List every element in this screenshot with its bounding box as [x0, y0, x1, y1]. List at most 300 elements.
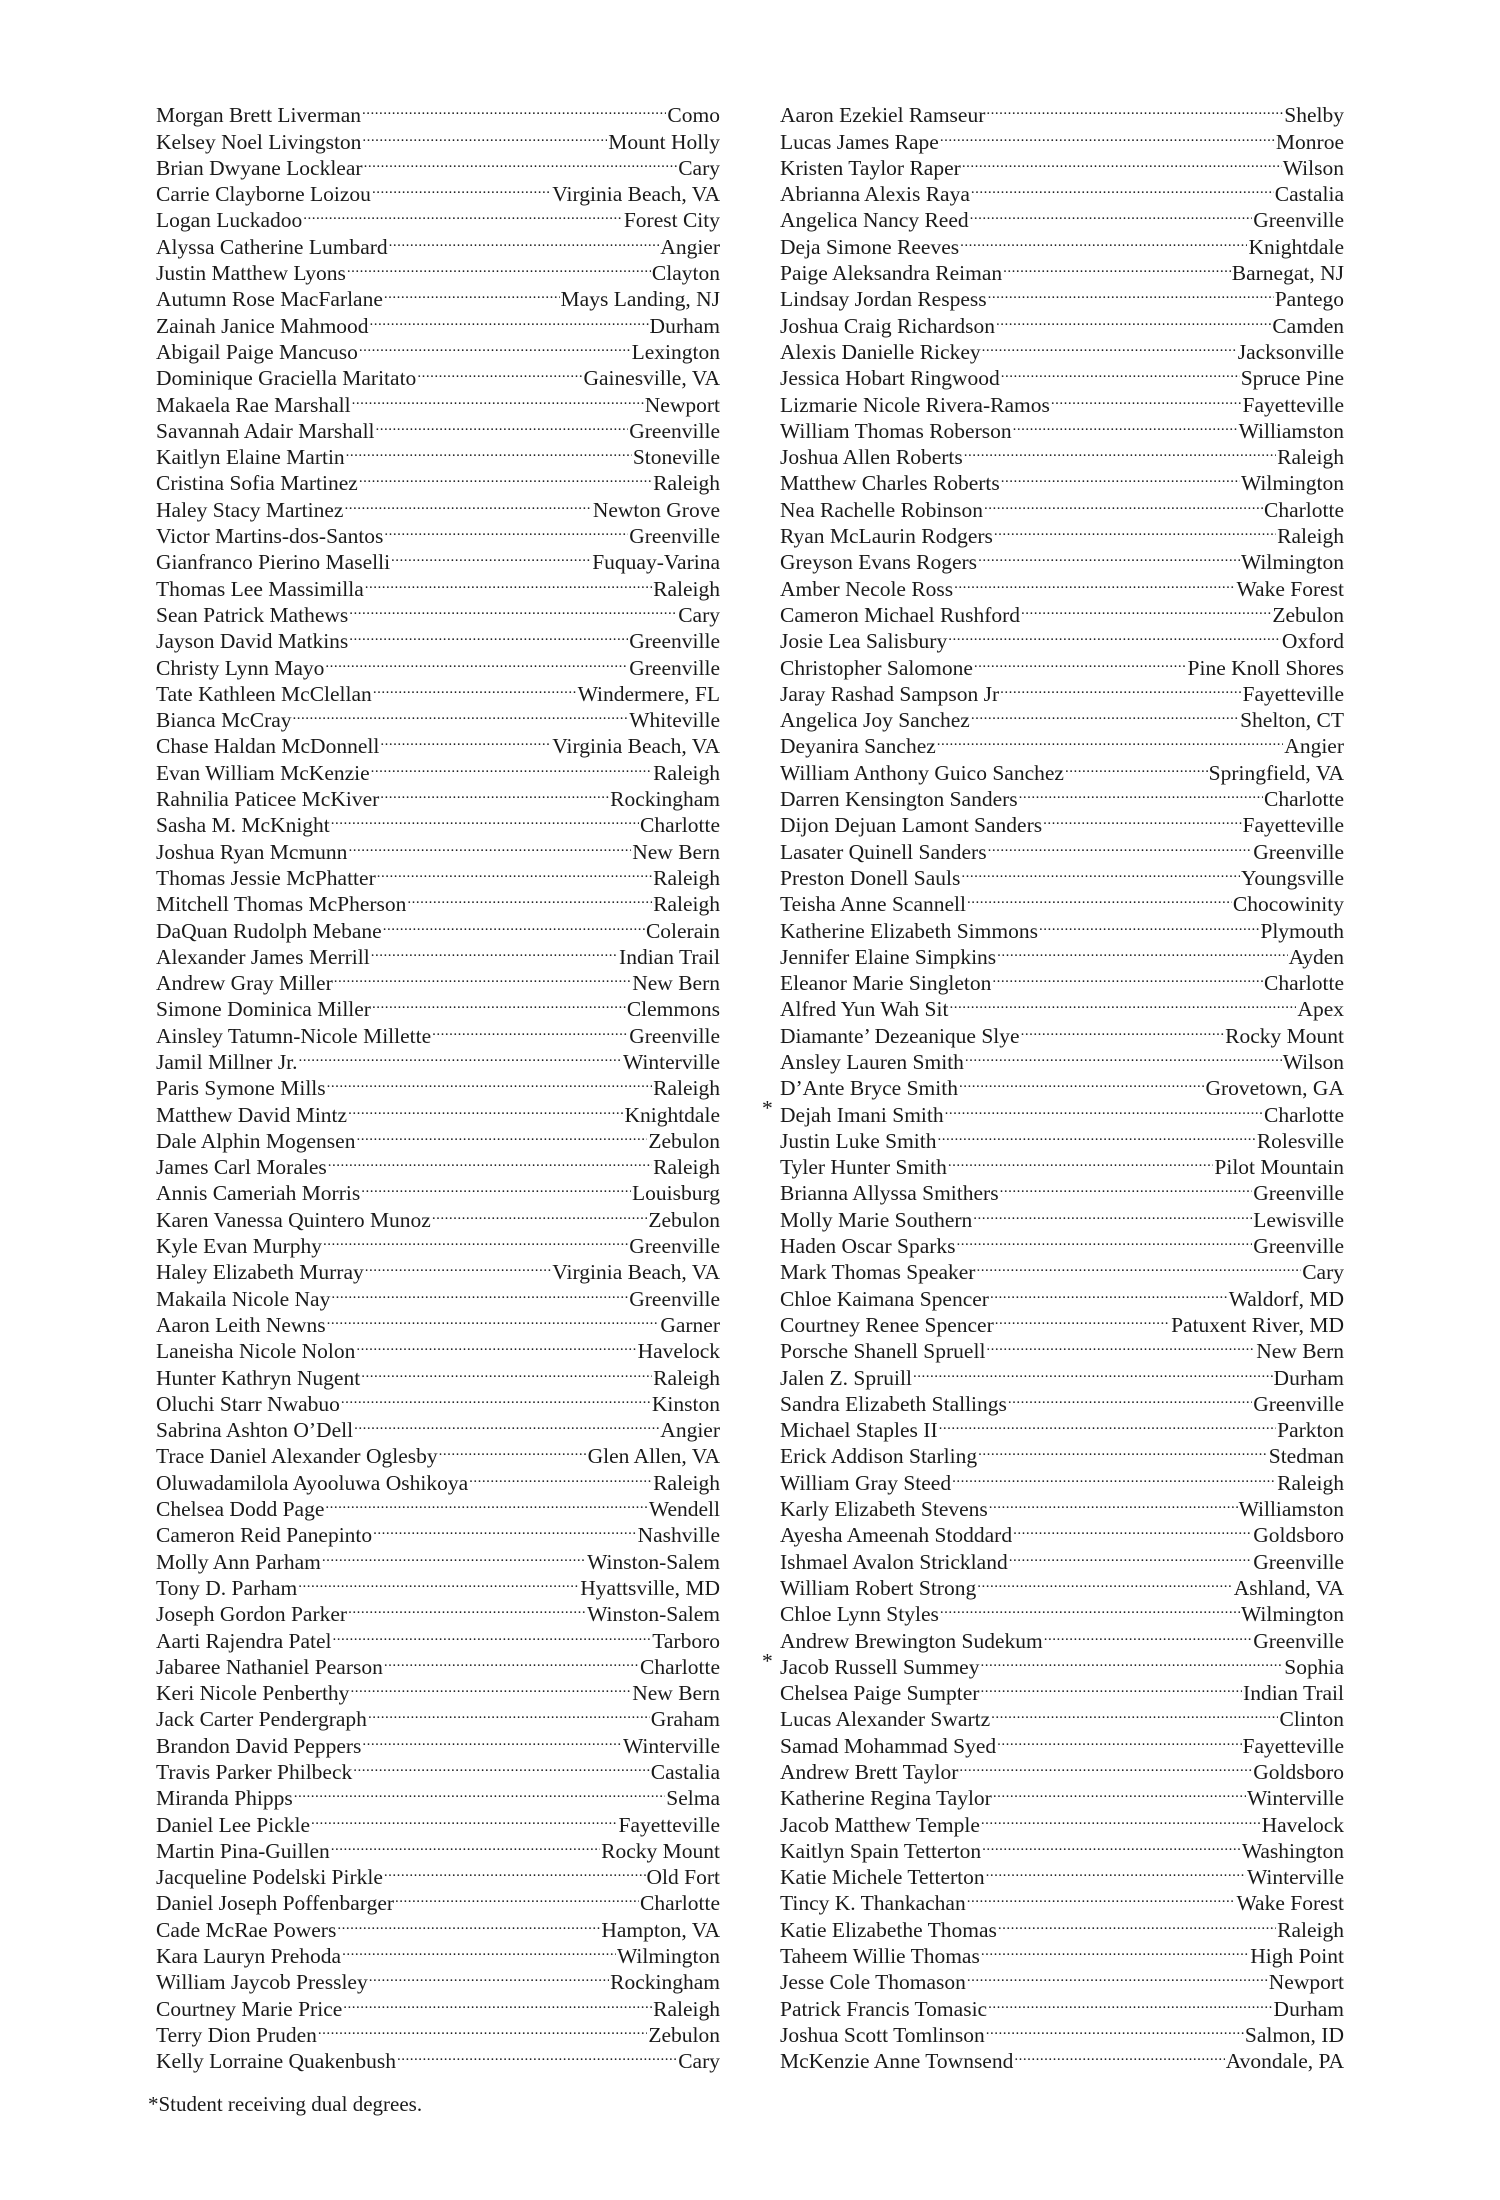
- graduate-name: Deja Simone Reeves: [780, 234, 960, 259]
- dot-leader: [384, 1858, 646, 1884]
- hometown: Gainesville, VA: [583, 366, 720, 391]
- dot-leader: [994, 517, 1276, 543]
- graduate-entry: [780, 938, 1344, 969]
- hometown: Clemmons: [626, 997, 720, 1022]
- hometown: Havelock: [1261, 1812, 1344, 1837]
- hometown: Greenville: [1253, 208, 1344, 233]
- dot-leader: [327, 1069, 652, 1095]
- graduate-entry: [780, 306, 1344, 338]
- graduate-entry: [780, 1332, 1344, 1364]
- dual-degree-marker: *: [762, 1648, 773, 1673]
- graduate-name: Paris Symone Mills: [156, 1076, 326, 1101]
- dot-leader: [949, 990, 1296, 1016]
- hometown: Raleigh: [653, 471, 720, 496]
- dot-leader: [349, 622, 628, 648]
- hometown: Winterville: [1246, 1865, 1344, 1890]
- dot-leader: [959, 1753, 1252, 1779]
- dot-leader: [347, 254, 651, 280]
- hometown: Greenville: [629, 1023, 720, 1048]
- graduate-entry: [156, 464, 720, 496]
- hometown: Greenville: [1253, 1181, 1344, 1206]
- dot-leader: [967, 885, 1232, 911]
- graduate-entry: [780, 675, 1344, 706]
- graduate-name: Cristina Sofia Martinez: [156, 471, 358, 496]
- graduate-name: Kelsey Noel Livingston: [156, 129, 362, 154]
- graduate-name: Jack Carter Pendergraph: [156, 1707, 367, 1732]
- graduate-entry: [156, 1122, 720, 1153]
- graduate-name: Katherine Elizabeth Simmons: [780, 918, 1038, 943]
- graduate-name: Justin Matthew Lyons: [156, 261, 346, 286]
- hometown: Raleigh: [653, 1076, 720, 1101]
- dot-leader: [988, 832, 1253, 858]
- graduate-name: Kyle Evan Murphy: [156, 1234, 322, 1259]
- graduate-name: Josie Lea Salisbury: [780, 629, 948, 654]
- graduate-entry: [780, 96, 1344, 128]
- dot-leader: [384, 1648, 639, 1674]
- graduate-name: Tate Kathleen McClellan: [156, 681, 372, 706]
- graduate-entry: [156, 1963, 720, 1995]
- graduate-name: Hunter Kathryn Nugent: [156, 1365, 361, 1390]
- graduate-name: Oluwadamilola Ayooluwa Oshikoya: [156, 1470, 469, 1495]
- hometown: Forest City: [623, 208, 720, 233]
- graduate-entry: [156, 1858, 720, 1890]
- graduate-entry: [156, 1884, 720, 1916]
- dot-leader: [325, 648, 628, 674]
- hometown: Salmon, ID: [1244, 2022, 1344, 2047]
- hometown: Virginia Beach, VA: [552, 1260, 720, 1285]
- hometown: Newport: [1268, 1970, 1344, 1995]
- graduate-entry: [780, 780, 1344, 812]
- graduate-name: Brandon David Peppers: [156, 1733, 362, 1758]
- dot-leader: [376, 412, 629, 438]
- graduate-entry: [156, 517, 720, 549]
- dot-leader: [1013, 1516, 1252, 1542]
- graduate-entry: [156, 1490, 720, 1522]
- dot-leader: [986, 1858, 1246, 1884]
- hometown: Wake Forest: [1236, 576, 1344, 601]
- graduate-entry: [156, 359, 720, 391]
- hometown: Zebulon: [648, 1128, 720, 1153]
- dot-leader: [1039, 911, 1259, 937]
- graduate-name: Jesse Cole Thomason: [780, 1970, 966, 1995]
- graduate-entry: [156, 1332, 720, 1364]
- graduate-entry: [780, 1700, 1344, 1732]
- graduate-entry: [780, 1043, 1344, 1074]
- hometown: Whiteville: [629, 708, 720, 733]
- dot-leader: [988, 280, 1274, 306]
- graduate-entry: [156, 1937, 720, 1969]
- dot-leader: [369, 1963, 609, 1989]
- graduate-name: Kelly Lorraine Quakenbush: [156, 2049, 397, 2074]
- graduate-name: Christopher Salomone: [780, 655, 973, 680]
- graduate-entry: [780, 648, 1344, 680]
- graduate-name: Lizmarie Nicole Rivera-Ramos: [780, 392, 1050, 417]
- hometown: Hampton, VA: [601, 1917, 720, 1942]
- graduate-entry: [780, 859, 1344, 890]
- graduate-name: Trace Daniel Alexander Oglesby: [156, 1444, 438, 1469]
- dot-leader: [397, 2042, 677, 2068]
- graduate-entry: [762, 1648, 1344, 1679]
- dot-leader: [328, 1148, 652, 1174]
- dot-leader: [945, 1095, 1263, 1121]
- dot-leader: [988, 1989, 1272, 2015]
- graduate-name: Andrew Brett Taylor: [780, 1760, 959, 1784]
- graduate-name: Jamil Millner Jr.: [156, 1049, 298, 1074]
- dot-leader: [377, 859, 652, 885]
- graduate-name: Kaitlyn Spain Tetterton: [780, 1838, 982, 1863]
- graduate-entry: [156, 1910, 720, 1942]
- hometown: Apex: [1297, 997, 1344, 1022]
- hometown: Fayetteville: [618, 1812, 720, 1837]
- graduate-name: Courtney Marie Price: [156, 1996, 343, 2021]
- graduate-name: Laneisha Nicole Nolon: [156, 1339, 356, 1364]
- hometown: Havelock: [637, 1339, 720, 1364]
- graduate-name: William Anthony Guico Sanchez: [780, 760, 1064, 785]
- graduate-name: William Jaycob Pressley: [156, 1970, 368, 1995]
- graduate-entry: [156, 1516, 720, 1548]
- dot-leader: [964, 438, 1276, 464]
- graduate-name: Courtney Renee Spencer: [780, 1312, 994, 1337]
- hometown: Kinston: [651, 1391, 720, 1416]
- dot-leader: [1065, 753, 1208, 779]
- graduate-entry: [780, 1385, 1344, 1416]
- graduate-name: Ainsley Tatumn-Nicole Millette: [156, 1023, 432, 1048]
- hometown: Glen Allen, VA: [587, 1444, 720, 1469]
- hometown: Raleigh: [653, 1365, 720, 1390]
- hometown: Knightdale: [624, 1102, 720, 1127]
- graduate-entry: [156, 149, 720, 180]
- graduate-entry: [156, 596, 720, 627]
- hometown: Zebulon: [648, 2022, 720, 2047]
- graduate-name: Mitchell Thomas McPherson: [156, 892, 407, 917]
- graduate-entry: [780, 1595, 1344, 1627]
- hometown: Oxford: [1281, 629, 1344, 654]
- dot-leader: [407, 885, 652, 911]
- graduate-name: Matthew David Mintz: [156, 1102, 348, 1127]
- graduate-name: Deyanira Sanchez: [780, 734, 936, 759]
- graduate-name: Joshua Craig Richardson: [780, 313, 995, 338]
- dot-leader: [368, 1700, 650, 1726]
- hometown: Wilmington: [1240, 471, 1344, 496]
- graduate-name: Ansley Lauren Smith: [780, 1049, 964, 1074]
- graduate-name: Darren Kensington Sanders: [780, 787, 1018, 812]
- hometown: Raleigh: [653, 760, 720, 785]
- dot-leader: [348, 832, 631, 858]
- graduate-entry: [780, 701, 1344, 733]
- graduate-entry: [780, 543, 1344, 575]
- hometown: Charlotte: [1263, 1102, 1344, 1127]
- graduate-name: Mark Thomas Speaker: [780, 1260, 976, 1285]
- graduate-entry: [156, 385, 720, 417]
- graduate-name: Kara Lauryn Prehoda: [156, 1944, 342, 1969]
- graduate-entry: [780, 1200, 1344, 1232]
- graduate-name: Haden Oscar Sparks: [780, 1234, 956, 1259]
- graduate-name: Logan Luckadoo: [156, 208, 303, 233]
- dot-leader: [323, 1227, 628, 1253]
- graduate-entry: [156, 201, 720, 233]
- hometown: Cary: [678, 155, 720, 180]
- graduate-name: Jayson David Matkins: [156, 629, 349, 654]
- graduate-name: Lindsay Jordan Respess: [780, 287, 987, 312]
- graduate-name: Paige Aleksandra Reiman: [780, 261, 1003, 286]
- dot-leader: [311, 1805, 617, 1831]
- graduate-name: Makaela Rae Marshall: [156, 392, 351, 417]
- graduate-entry: [156, 990, 720, 1022]
- graduate-name: Preston Donell Sauls: [780, 865, 961, 890]
- dot-leader: [1021, 1016, 1225, 1042]
- graduate-name: Alyssa Catherine Lumbard: [156, 234, 388, 259]
- dot-leader: [342, 1937, 616, 1963]
- dot-leader: [344, 490, 591, 516]
- hometown: Rockingham: [610, 787, 720, 812]
- graduate-name: Jabaree Nathaniel Pearson: [156, 1654, 383, 1679]
- dot-leader: [970, 201, 1253, 227]
- hometown: Fayetteville: [1242, 392, 1344, 417]
- dot-leader: [365, 569, 652, 595]
- graduate-entry: [780, 885, 1344, 917]
- graduate-entry: [780, 1227, 1344, 1259]
- dot-leader: [976, 1253, 1301, 1279]
- dot-leader: [959, 1069, 1205, 1095]
- graduate-name: Andrew Gray Miller: [156, 971, 333, 996]
- dot-leader: [350, 1674, 631, 1700]
- graduate-name: Bianca McCray: [156, 708, 292, 733]
- dot-leader: [380, 780, 609, 806]
- graduate-name: Diamante’ Dezeanique Slye: [780, 1023, 1020, 1048]
- graduate-name: William Gray Steed: [780, 1470, 952, 1495]
- graduate-list-right-column: [762, 96, 1344, 2074]
- graduate-entry: [156, 1463, 720, 1495]
- dot-leader: [1051, 385, 1242, 411]
- dot-leader: [982, 1832, 1241, 1858]
- hometown: Goldsboro: [1253, 1523, 1344, 1548]
- dot-leader: [362, 1726, 622, 1752]
- graduate-name: Ayesha Ameenah Stoddard: [780, 1523, 1013, 1548]
- graduate-name: Morgan Brett Liverman: [156, 103, 361, 128]
- graduate-entry: [156, 1095, 720, 1127]
- hometown: Washington: [1241, 1838, 1344, 1863]
- hometown: Virginia Beach, VA: [552, 734, 720, 759]
- dot-leader: [991, 1700, 1278, 1726]
- graduate-name: Tyler Hunter Smith: [780, 1155, 947, 1180]
- hometown: Winston-Salem: [587, 1602, 720, 1627]
- dot-leader: [974, 648, 1187, 674]
- dot-leader: [298, 1569, 579, 1595]
- graduate-entry: [156, 227, 720, 259]
- graduate-name: Kaitlyn Elaine Martin: [156, 445, 345, 470]
- hometown: Shelton, CT: [1240, 708, 1344, 733]
- dot-leader: [986, 2016, 1244, 2042]
- dot-leader: [1000, 675, 1241, 701]
- hometown: New Bern: [632, 1681, 720, 1706]
- hometown: Nashville: [637, 1523, 720, 1548]
- dot-leader: [364, 149, 678, 175]
- hometown: Charlotte: [1263, 787, 1344, 812]
- hometown: Zebulon: [1272, 602, 1344, 627]
- graduate-entry: [156, 964, 720, 996]
- graduate-name: Haley Elizabeth Murray: [156, 1260, 364, 1285]
- graduate-entry: [156, 1174, 720, 1206]
- hometown: Pilot Mountain: [1214, 1155, 1344, 1180]
- graduate-entry: [780, 280, 1344, 312]
- hometown: Cary: [678, 602, 720, 627]
- dot-leader: [957, 1227, 1253, 1253]
- graduate-list-left-column: [156, 96, 720, 2074]
- dot-leader: [984, 490, 1263, 516]
- dot-leader: [365, 1253, 552, 1279]
- hometown: Zebulon: [648, 1207, 720, 1232]
- hometown: Sophia: [1284, 1654, 1344, 1679]
- dot-leader: [990, 1279, 1228, 1305]
- hometown: Winterville: [1246, 1786, 1344, 1811]
- hometown: Williamston: [1238, 1497, 1344, 1522]
- hometown: Pantego: [1274, 287, 1344, 312]
- graduate-entry: [156, 1753, 720, 1784]
- dot-leader: [965, 1043, 1282, 1069]
- dot-leader: [967, 1884, 1236, 1910]
- dot-leader: [971, 175, 1274, 201]
- graduate-entry: [780, 1963, 1344, 1995]
- graduate-entry: [780, 385, 1344, 417]
- graduate-name: Zainah Janice Mahmood: [156, 313, 369, 338]
- graduate-entry: [156, 1726, 720, 1758]
- dot-leader: [373, 1516, 636, 1542]
- dot-leader: [913, 1358, 1273, 1384]
- dot-leader: [940, 1595, 1240, 1621]
- graduate-entry: [780, 464, 1344, 496]
- graduate-name: Jacob Russell Summey: [780, 1654, 980, 1679]
- graduate-entry: [156, 1779, 720, 1811]
- hometown: Monroe: [1275, 129, 1344, 154]
- dot-leader: [469, 1463, 652, 1489]
- dot-leader: [986, 1332, 1255, 1358]
- hometown: Raleigh: [653, 576, 720, 601]
- graduate-entry: [780, 1016, 1344, 1048]
- graduate-entry: [156, 780, 720, 812]
- graduate-entry: [156, 1069, 720, 1101]
- hometown: Clayton: [651, 261, 720, 286]
- graduate-entry: [156, 622, 720, 654]
- graduate-name: Sasha M. McKnight: [156, 813, 330, 838]
- graduate-name: Angelica Nancy Reed: [780, 208, 969, 233]
- hometown: Indian Trail: [1243, 1681, 1344, 1706]
- hometown: Greenville: [629, 524, 720, 549]
- dot-leader: [998, 1910, 1276, 1936]
- graduate-name: Alfred Yun Wah Sit: [780, 997, 949, 1022]
- graduate-name: Annis Cameriah Morris: [156, 1181, 361, 1206]
- dot-leader: [993, 1779, 1246, 1805]
- graduate-entry: [780, 175, 1344, 207]
- graduate-entry: [780, 2042, 1344, 2074]
- dot-leader: [1014, 2042, 1224, 2068]
- hometown: Williamston: [1238, 418, 1344, 443]
- graduate-name: Dejah Imani Smith: [780, 1102, 944, 1127]
- graduate-name: Greyson Evans Rogers: [780, 550, 978, 575]
- dot-leader: [362, 122, 607, 148]
- hometown: Raleigh: [653, 1470, 720, 1495]
- hometown: New Bern: [1256, 1339, 1344, 1364]
- dot-leader: [417, 359, 582, 385]
- graduate-name: Molly Ann Parham: [156, 1549, 321, 1574]
- hometown: Rocky Mount: [601, 1838, 720, 1863]
- dot-leader: [997, 1726, 1241, 1752]
- dot-leader: [343, 1989, 652, 2015]
- hometown: Youngsville: [1241, 865, 1344, 890]
- graduate-name: Eleanor Marie Singleton: [780, 971, 992, 996]
- graduate-name: Ishmael Avalon Strickland: [780, 1549, 1008, 1574]
- dot-leader: [383, 911, 645, 937]
- hometown: Raleigh: [653, 1155, 720, 1180]
- graduate-entry: [780, 517, 1344, 549]
- dot-leader: [361, 1358, 652, 1384]
- footnote: *Student receiving dual degrees.: [148, 2092, 423, 2116]
- graduate-entry: [780, 911, 1344, 943]
- hometown: Stedman: [1268, 1444, 1344, 1469]
- dot-leader: [325, 1490, 648, 1516]
- dot-leader: [937, 1122, 1255, 1148]
- dot-leader: [384, 517, 628, 543]
- graduate-name: Amber Necole Ross: [780, 576, 954, 601]
- hometown: Garner: [660, 1312, 720, 1337]
- graduate-entry: [156, 122, 720, 154]
- hometown: Louisburg: [632, 1181, 720, 1206]
- graduate-entry: [156, 806, 720, 838]
- dot-leader: [318, 2016, 647, 2042]
- dot-leader: [997, 938, 1287, 964]
- hometown: Knightdale: [1248, 234, 1344, 259]
- graduate-entry: [780, 201, 1344, 233]
- graduate-name: Jaray Rashad Sampson Jr: [780, 681, 1000, 706]
- dot-leader: [348, 1595, 586, 1621]
- dot-leader: [380, 727, 551, 753]
- graduate-entry: [780, 1858, 1344, 1890]
- dot-leader: [348, 1095, 623, 1121]
- graduate-name: Daniel Joseph Poffenbarger: [156, 1891, 395, 1916]
- hometown: Charlotte: [1263, 497, 1344, 522]
- graduate-entry: [156, 701, 720, 733]
- graduate-entry: [780, 622, 1344, 654]
- hometown: Fayetteville: [1242, 813, 1344, 838]
- graduate-name: Chelsea Paige Sumpter: [780, 1681, 980, 1706]
- graduate-name: William Robert Strong: [780, 1575, 977, 1600]
- dot-leader: [971, 701, 1239, 727]
- hometown: Grovetown, GA: [1205, 1076, 1344, 1101]
- graduate-entry: [156, 1253, 720, 1285]
- hometown: Ashland, VA: [1233, 1575, 1344, 1600]
- hometown: Charlotte: [639, 1654, 720, 1679]
- hometown: Rocky Mount: [1225, 1023, 1344, 1048]
- graduate-name: Dijon Dejuan Lamont Sanders: [780, 813, 1043, 838]
- graduate-name: Teisha Anne Scannell: [780, 892, 966, 917]
- graduate-entry: [780, 227, 1344, 259]
- dot-leader: [1001, 359, 1240, 385]
- graduate-name: Aarti Rajendra Patel: [156, 1628, 332, 1653]
- hometown: Castalia: [1274, 182, 1344, 207]
- graduate-entry: [780, 1884, 1344, 1916]
- dot-leader: [1000, 1174, 1253, 1200]
- hometown: Durham: [649, 313, 720, 338]
- hometown: Fayetteville: [1242, 681, 1344, 706]
- hometown: Pine Knoll Shores: [1187, 655, 1344, 680]
- graduate-entry: [156, 2042, 720, 2074]
- graduate-name: Martin Pina-Guillen: [156, 1838, 330, 1863]
- dot-leader: [322, 1542, 586, 1568]
- dot-leader: [1021, 596, 1271, 622]
- dot-leader: [362, 96, 666, 122]
- graduate-name: Joseph Gordon Parker: [156, 1602, 348, 1627]
- dot-leader: [432, 1200, 647, 1226]
- graduate-entry: [156, 96, 720, 128]
